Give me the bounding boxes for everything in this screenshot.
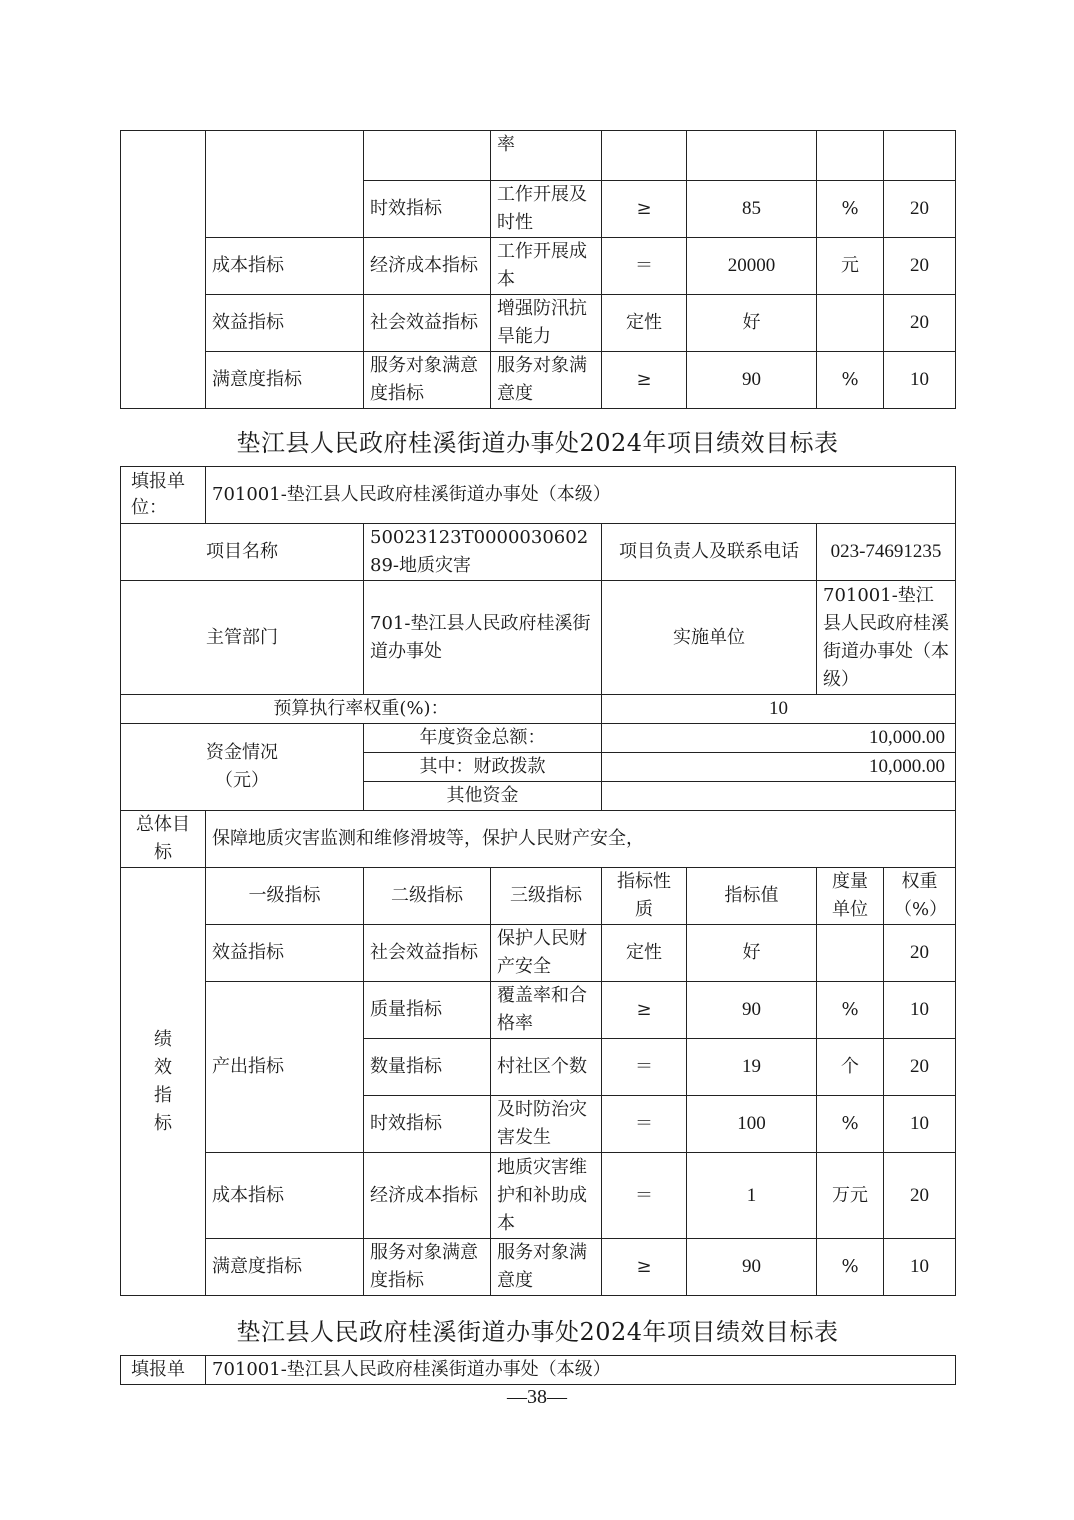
perf-label-char: 标 <box>154 1112 172 1134</box>
page-number: —38— <box>507 1386 567 1408</box>
perf-label-char: 绩 <box>154 1028 172 1050</box>
l3-cell: 服务对象满意度 <box>491 1239 602 1296</box>
header-val: 指标值 <box>687 868 817 925</box>
goal-value: 保障地质灾害监测和维修滑坡等，保护人民财产安全， <box>206 811 956 868</box>
l3-cell: 覆盖率和合格率 <box>491 982 602 1039</box>
leader-label: 项目负责人及联系电话 <box>602 524 817 581</box>
perf-indicator-label <box>121 868 206 1296</box>
unit-cell <box>817 131 884 181</box>
goal-label: 总体目标 <box>121 811 206 868</box>
left-blank-cell <box>121 131 206 409</box>
weight-cell: 20 <box>884 1039 956 1096</box>
l3-cell: 率 <box>491 131 602 181</box>
fund-label: 资金情况（元） <box>121 724 364 811</box>
weight-cell: 20 <box>884 925 956 982</box>
value-cell: 20000 <box>687 238 817 295</box>
l2-cell: 数量指标 <box>364 1039 491 1096</box>
l1-cell: 成本指标 <box>206 1153 364 1239</box>
unit-cell: % <box>817 982 884 1039</box>
prop-cell: ≥ <box>602 1239 687 1296</box>
fund-total-label: 年度资金总额： <box>364 724 602 753</box>
header-l2: 二级指标 <box>364 868 491 925</box>
project-name-value: 50023123T000003060289-地质灾害 <box>364 524 602 581</box>
l3-cell: 增强防汛抗旱能力 <box>491 295 602 352</box>
weight-cell: 10 <box>884 1096 956 1153</box>
prop-cell: ≥ <box>602 982 687 1039</box>
unit-cell: 个 <box>817 1039 884 1096</box>
fund-total-value: 10,000.00 <box>602 724 956 753</box>
leader-value: 023-74691235 <box>817 524 956 581</box>
budget-weight-value: 10 <box>602 695 956 724</box>
unit-cell: 元 <box>817 238 884 295</box>
fund-other-value <box>602 782 956 811</box>
value-cell: 1 <box>687 1153 817 1239</box>
impl-value: 701001-垫江县人民政府桂溪街道办事处（本级） <box>817 581 956 695</box>
value-cell <box>687 131 817 181</box>
l1-cell: 满意度指标 <box>206 352 364 409</box>
l3-cell: 服务对象满意度 <box>491 352 602 409</box>
prop-cell: ＝ <box>602 1153 687 1239</box>
header-l1: 一级指标 <box>206 868 364 925</box>
value-cell: 85 <box>687 181 817 238</box>
l1-blank-cell <box>206 131 364 238</box>
header-weight: 权重（%） <box>884 868 956 925</box>
l1-cell: 效益指标 <box>206 925 364 982</box>
l3-cell: 及时防治灾害发生 <box>491 1096 602 1153</box>
l2-cell: 经济成本指标 <box>364 238 491 295</box>
value-cell: 90 <box>687 352 817 409</box>
weight-cell: 20 <box>884 181 956 238</box>
weight-cell: 20 <box>884 238 956 295</box>
l2-cell: 服务对象满意度指标 <box>364 1239 491 1296</box>
unit-cell: % <box>817 181 884 238</box>
unit-cell <box>817 295 884 352</box>
l2-cell: 经济成本指标 <box>364 1153 491 1239</box>
l1-cell: 效益指标 <box>206 295 364 352</box>
l3-cell: 保护人民财产安全 <box>491 925 602 982</box>
unit-label: 填报单 <box>121 1356 206 1385</box>
value-cell: 100 <box>687 1096 817 1153</box>
value-cell: 好 <box>687 925 817 982</box>
header-prop: 指标性质 <box>602 868 687 925</box>
main-title: 垫江县人民政府桂溪街道办事处2024年项目绩效目标表 <box>236 429 839 457</box>
weight-cell: 10 <box>884 982 956 1039</box>
unit-cell: % <box>817 1096 884 1153</box>
prop-cell <box>602 131 687 181</box>
value-cell: 90 <box>687 1239 817 1296</box>
unit-value: 701001-垫江县人民政府桂溪街道办事处（本级） <box>206 467 956 524</box>
l3-cell: 工作开展及时性 <box>491 181 602 238</box>
top-indicator-table <box>120 130 956 409</box>
prop-cell: ≥ <box>602 181 687 238</box>
header-l3: 三级指标 <box>491 868 602 925</box>
prop-cell: ＝ <box>602 238 687 295</box>
second-title: 垫江县人民政府桂溪街道办事处2024年项目绩效目标表 <box>236 1318 839 1346</box>
value-cell: 90 <box>687 982 817 1039</box>
dept-label: 主管部门 <box>121 581 364 695</box>
l2-cell: 时效指标 <box>364 181 491 238</box>
perf-label-char: 效 <box>154 1056 172 1078</box>
l2-cell: 社会效益指标 <box>364 925 491 982</box>
l1-cell: 成本指标 <box>206 238 364 295</box>
weight-cell: 10 <box>884 352 956 409</box>
unit-label: 填报单位： <box>121 467 206 524</box>
prop-cell: ＝ <box>602 1096 687 1153</box>
l2-blank-cell <box>364 131 491 181</box>
weight-cell: 20 <box>884 295 956 352</box>
l2-cell: 时效指标 <box>364 1096 491 1153</box>
l2-cell: 质量指标 <box>364 982 491 1039</box>
l2-cell: 服务对象满意度指标 <box>364 352 491 409</box>
next-form-table <box>120 1355 956 1385</box>
l3-cell: 地质灾害维护和补助成本 <box>491 1153 602 1239</box>
fund-other-label: 其他资金 <box>364 782 602 811</box>
l3-cell: 村社区个数 <box>491 1039 602 1096</box>
weight-cell <box>884 131 956 181</box>
l2-cell: 社会效益指标 <box>364 295 491 352</box>
prop-cell: 定性 <box>602 295 687 352</box>
value-cell: 好 <box>687 295 817 352</box>
fund-fiscal-value: 10,000.00 <box>602 753 956 782</box>
l3-cell: 工作开展成本 <box>491 238 602 295</box>
weight-cell: 20 <box>884 1153 956 1239</box>
header-unit: 度量单位 <box>817 868 884 925</box>
l1-cell: 产出指标 <box>206 982 364 1153</box>
unit-cell: % <box>817 1239 884 1296</box>
performance-form-table <box>120 466 956 1296</box>
perf-label-char: 指 <box>154 1084 172 1106</box>
unit-cell <box>817 925 884 982</box>
unit-value: 701001-垫江县人民政府桂溪街道办事处（本级） <box>206 1356 956 1385</box>
weight-cell: 10 <box>884 1239 956 1296</box>
fund-fiscal-label: 其中：财政拨款 <box>364 753 602 782</box>
project-name-label: 项目名称 <box>121 524 364 581</box>
prop-cell: 定性 <box>602 925 687 982</box>
budget-weight-label: 预算执行率权重(%)： <box>121 695 602 724</box>
dept-value: 701-垫江县人民政府桂溪街道办事处 <box>364 581 602 695</box>
unit-cell: 万元 <box>817 1153 884 1239</box>
impl-label: 实施单位 <box>602 581 817 695</box>
unit-cell: % <box>817 352 884 409</box>
value-cell: 19 <box>687 1039 817 1096</box>
l1-cell: 满意度指标 <box>206 1239 364 1296</box>
prop-cell: ≥ <box>602 352 687 409</box>
prop-cell: ＝ <box>602 1039 687 1096</box>
